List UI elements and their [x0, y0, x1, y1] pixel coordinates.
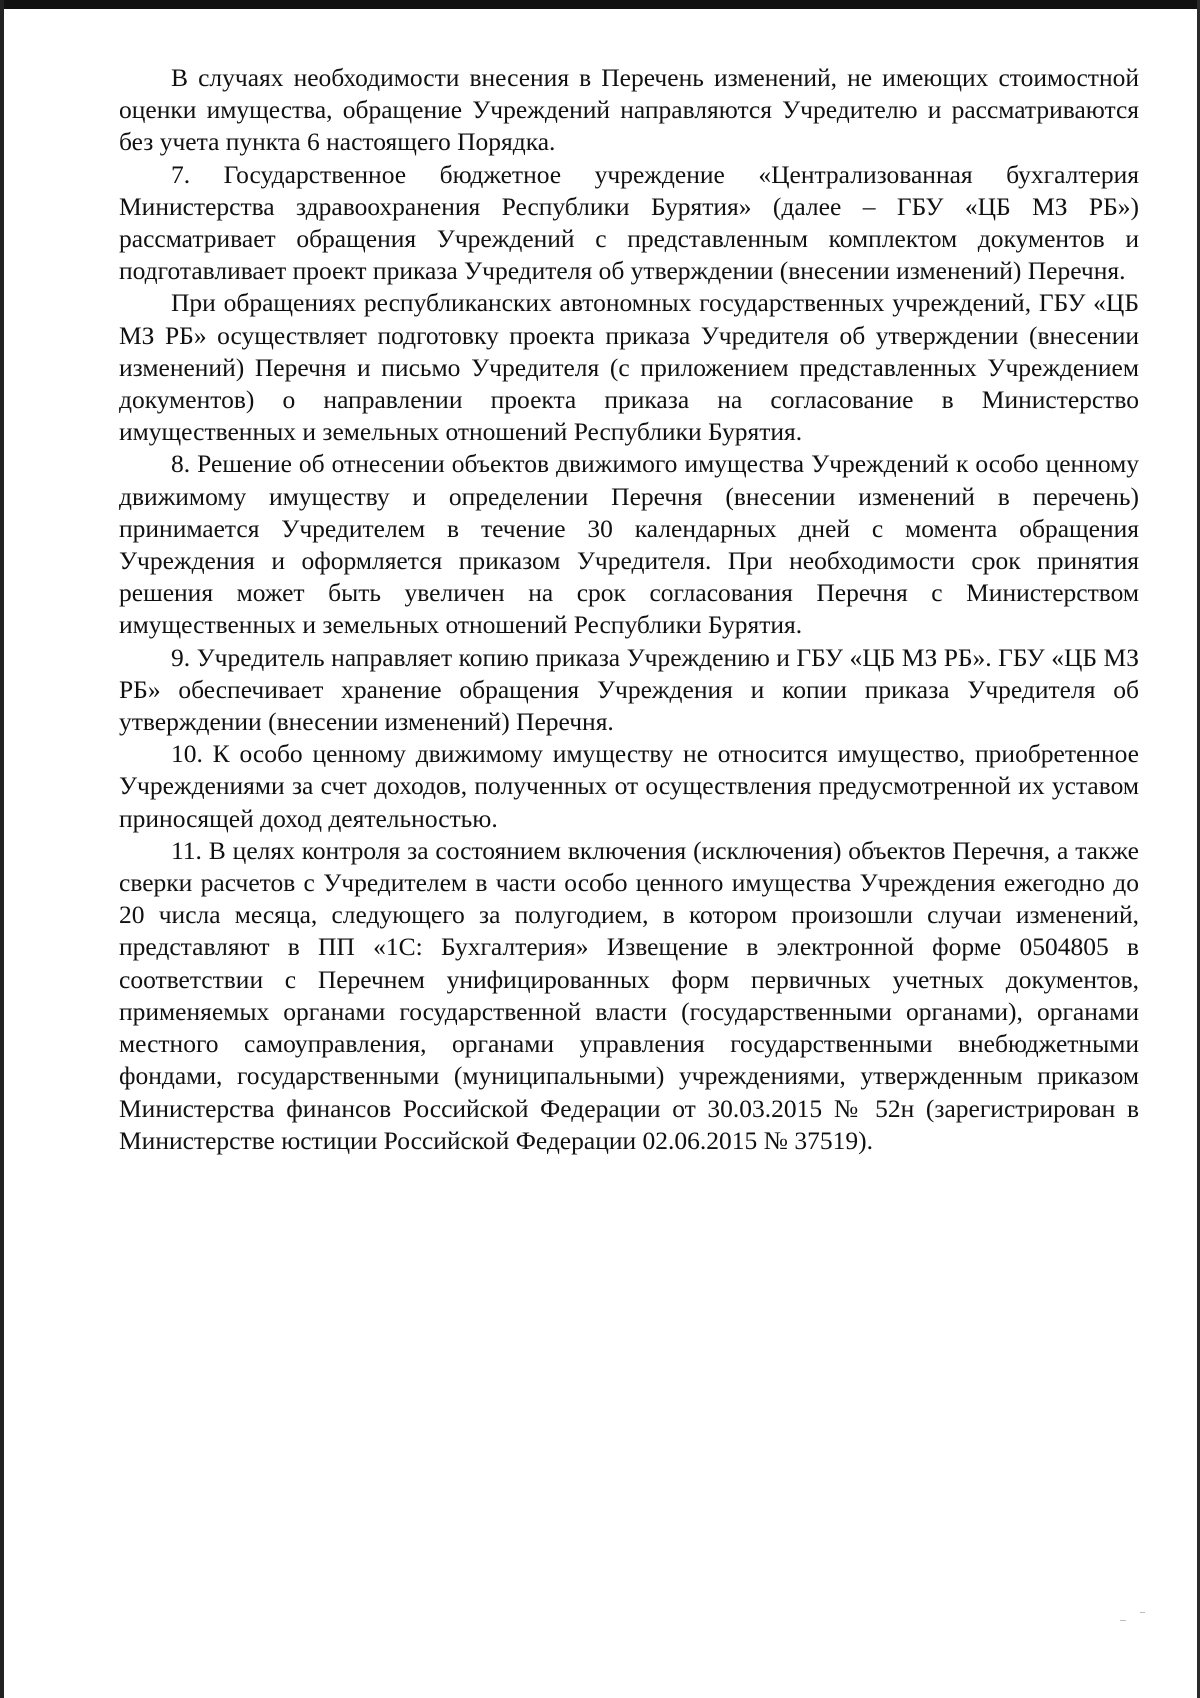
paragraph-intro: В случаях необходимости внесения в Перечень изменений, не имеющих стоимостной оценки имущества, обращение Учреждений направляются Учредителю и рассматриваются без учета пункта 6 настоящего Порядка. [119, 63, 1139, 157]
paragraph-item-10: 10. К особо ценному движимому имуществу не относится имущество, приобретенное Учреждениями за счет доходов, полученных от осуществления предусмотренной их уставом приносящей доход деятельностью. [119, 739, 1139, 833]
paragraph-item-9: 9. Учредитель направляет копию приказа Учреждению и ГБУ «ЦБ МЗ РБ». ГБУ «ЦБ МЗ РБ» обеспечивает хранение обращения Учреждения и копии приказа Учредителя об утверждении (внесении изменений) Перечня. [119, 642, 1139, 737]
paragraph-item-7: 7. Государственное бюджетное учреждение «Централизованная бухгалтерия Министерства здравоохранения Республики Бурятия» (далее – ГБУ «ЦБ МЗ РБ») рассматривает обращения Учреждений с представленным комплектом документов и подготавливает проект приказа Учредителя об утверждении (внесении изменений) Перечня. [119, 159, 1139, 286]
scan-top-border [0, 0, 1200, 9]
paragraph-autonomous-institutions: При обращениях республиканских автономных государственных учреждений, ГБУ «ЦБ МЗ РБ» осуществляет подготовку проекта приказа Учредителя об утверждении (внесении изменений) Перечня и письмо Учредителя (с приложением представленных Учреждением документов) о направлении проекта приказа на согласование в Министерство имущественных и земельных отношений Республики Бурятия. [119, 288, 1139, 447]
paragraph-item-8: 8. Решение об отнесении объектов движимого имущества Учреждений к особо ценному движимому имуществу и определении Перечня (внесении изменений в перечень) принимается Учредителем в течение 30 календарных дней с момента обращения Учреждения и оформляется приказом Учредителя. При необходимости срок принятия решения может быть увеличен на срок согласования Перечня с Министерством имущественных и земельных отношений Республики Бурятия. [119, 449, 1139, 640]
paragraph-item-11: 11. В целях контроля за состоянием включения (исключения) объектов Перечня, а также сверки расчетов с Учредителем в части особо ценного имущества Учреждения ежегодно до 20 числа месяца, следующего за полугодием, в котором произошли случаи изменений, представляют в ПП «1С: Бухгалтерия» Извещение в электронной форме 0504805 в соответствии с Перечнем унифицированных форм первичных учетных документов, применяемых органами государственной власти (государственными органами), органами местного самоуправления, органами управления государственными внебюджетными фондами, государственными (муниципальными) учреждениями, утвержденным приказом Министерства финансов Российской Федерации от 30.03.2015 № 52н (зарегистрирован в Министерстве юстиции Российской Федерации 02.06.2015 № 37519). [119, 835, 1139, 1155]
scan-mark [1120, 1620, 1126, 1621]
scan-left-border [0, 0, 4, 1698]
document-body [119, 62, 1139, 1157]
scan-mark [1140, 1612, 1145, 1613]
